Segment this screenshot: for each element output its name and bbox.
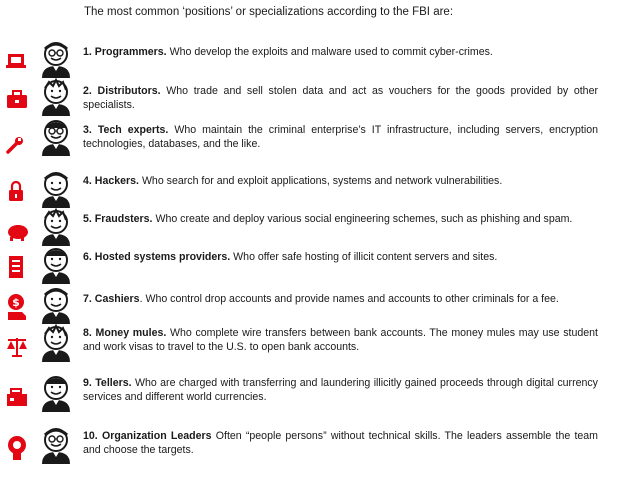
position-detail: Who offer safe hosting of illicit content servers and sites. [233,251,498,263]
position-illustration [6,322,78,366]
item-number: 10. [83,430,98,442]
position-illustration [6,116,78,160]
position-title: Money mules. [95,327,167,339]
position-title: Fraudsters. [94,213,153,225]
position-detail: Who develop the exploits and malware used to commit cyber-crimes. [169,46,493,58]
briefcase-icon [7,91,27,108]
position-title: Hosted systems providers. [94,251,231,263]
position-description [83,293,598,307]
position-title: Hackers. [94,175,139,187]
item-number: 2. [83,85,92,97]
position-detail: Who create and deploy various social engineering schemes, such as phishing and spam. [155,213,573,225]
position-title: Programmers. [94,46,167,58]
item-number: 5. [83,213,92,225]
person-icon [42,43,70,78]
piggy-bank-icon [8,225,28,241]
item-number: 4. [83,175,92,187]
person-icon [42,289,70,324]
position-illustration [6,372,78,416]
item-number: 6. [83,251,92,263]
position-detail: Who search for and exploit applications, systems and network vulnerabilities. [141,175,503,187]
position-title: Organization Leaders [101,430,212,442]
svg-text:$: $ [12,296,20,309]
cash-register-icon [7,388,27,406]
person-icon [42,326,70,362]
position-description [83,251,598,265]
person-icon [42,80,70,116]
person-icon [42,121,70,156]
item-number: 1. [83,46,92,58]
position-title: Tellers. [95,377,132,389]
person-icon [42,429,70,464]
item-number: 9. [83,377,92,389]
position-description [83,124,598,151]
position-title: Cashiers [94,293,140,305]
padlock-icon [9,182,23,201]
item-number: 8. [83,327,92,339]
person-icon [42,173,70,208]
person-icon [42,249,70,284]
position-description [83,213,598,227]
person-icon [42,210,70,246]
leader-head-icon [8,436,26,460]
person-icon [42,377,70,412]
position-description [83,46,598,60]
position-detail: Often “people persons” without technical skills. The leaders assemble the team and choose the targets. [83,430,598,456]
position-description [83,377,598,404]
intro-text: The most common ‘positions’ or specializations according to the FBI are: [84,6,454,18]
position-description [83,85,598,112]
scales-icon [7,338,27,357]
item-number: 7. [83,293,92,305]
position-description [83,175,598,189]
position-title: Distributors. [97,85,161,97]
position-illustration [6,76,78,120]
laptop-icon [6,54,26,68]
position-detail: . Who control drop accounts and provide names and accounts to other criminals for a fee. [139,293,559,305]
position-detail: Who are charged with transferring and laundering illicitly gained proceeds through digital currency services and different world currencies. [83,377,598,403]
wrench-icon [8,137,23,152]
position-illustration [6,244,78,288]
position-description [83,327,598,354]
position-illustration [6,424,78,468]
money-hand-icon [8,294,26,320]
position-detail: Who complete wire transfers between bank accounts. The money mules may use student and work visas to travel to the U.S. to open bank accounts. [83,327,598,353]
position-description [83,430,598,457]
item-number: 3. [83,124,92,136]
position-detail: Who maintain the criminal enterprise’s IT infrastructure, including servers, encryption technologies, databases, and the like. [83,124,598,150]
position-detail: Who trade and sell stolen data and act as vouchers for the goods provided by other specialists. [83,85,598,111]
server-icon [9,256,23,278]
position-title: Tech experts. [97,124,169,136]
